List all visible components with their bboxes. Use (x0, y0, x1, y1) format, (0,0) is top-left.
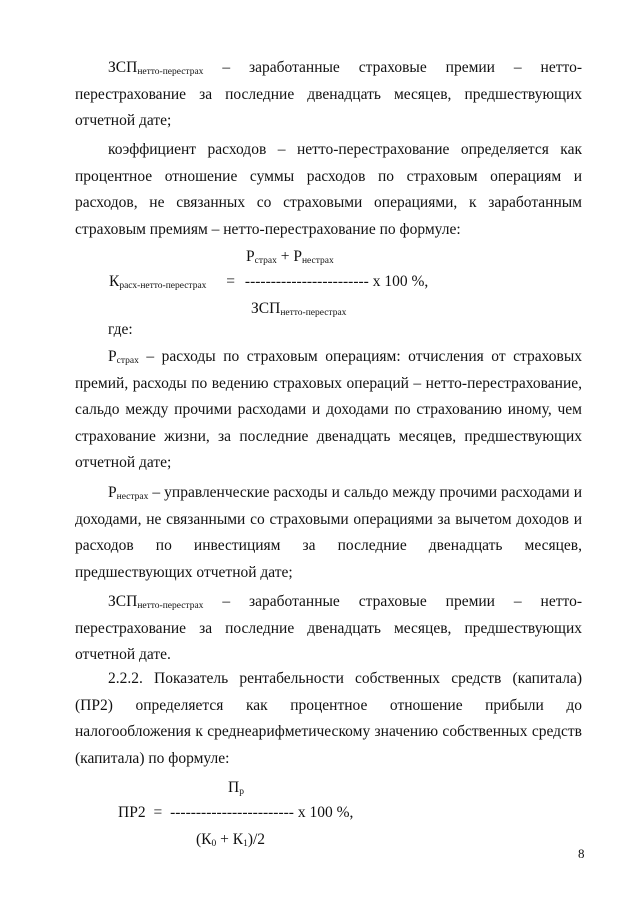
paragraph-zsp-definition-2: $ЗСП_{нетто-перестрах}$ – заработанные страховые премии – нетто-перестрахование за последние двенадцать месяцев, предшествующих отчетной дате. (75, 593, 582, 663)
formula2-multiplier: x 100 %, (297, 804, 354, 821)
zsp2-symbol: ЗСП (108, 593, 138, 610)
formula2-main-line (118, 803, 353, 823)
where-label: где: (108, 321, 133, 338)
zsp2-definition-text: – заработанные страховые премии – нетто-перестрахование за последние двенадцать месяцев, предшествующих отчетной дате. (75, 593, 582, 663)
section-2-2-2-text: 2.2.2. Показатель рентабельности собственных средств (капитала) (ПР2) определяется как процентное отношение прибыли до налогообложения к среднеарифметическому значению собственных средств (капитала) по формуле: (75, 670, 582, 767)
formula2-denominator: $(К_0 + К_1)/2$ (196, 831, 266, 849)
zsp-definition-text: – заработанные страховые премии – нетто-перестрахование за последние двенадцать месяцев, предшествующих отчетной дате; (75, 59, 582, 129)
zsp-symbol: ЗСП (108, 59, 138, 76)
zsp-subscript: нетто-перестрах (137, 67, 204, 77)
formula1-fraction-bar: ------------------------ (244, 273, 369, 290)
formula2-lhs: ПР2 (118, 804, 146, 821)
formula1-multiplier: x 100 %, (372, 273, 429, 290)
paragraph-2-2-2 (75, 666, 582, 772)
formula2-fraction-bar: ------------------------ (170, 804, 294, 821)
formula1-lhs: К (109, 273, 120, 290)
r-strah-text: – расходы по страховым операциям: отчисления от страховых премий, расходы по ведению страховых операций – нетто-перестрахование, сальдо между прочими расходами и доходами по страхованию иному, чем страхование жизни, за последние двенадцать месяцев, предшествующих отчетной дате; (75, 348, 583, 471)
formula2-eq: = (153, 804, 163, 821)
r-nestrah-symbol: Р (108, 484, 117, 501)
paragraph-r-strah: $Р_{страх}$ – расходы по страховым операциям: отчисления от страховых премий, расходы по ведению страховых операций – нетто-перестрахование, сальдо между прочими расходами и доходами по страхованию иному, чем страхование жизни, за последние двенадцать месяцев, предшествующих отчетной дате; (75, 348, 583, 471)
r-strah-symbol: Р (108, 348, 117, 365)
formula2-numerator: $П_р$ (228, 779, 244, 797)
paragraph-zsp-definition-1 (75, 55, 582, 135)
formula1-denominator: $ЗСП_{нетто-перестрах}$ (251, 300, 347, 318)
formula1-main-line: $К_{расх-нетто-перестрах}$ = ------------------------ x 100 %, (109, 273, 429, 291)
formula1-numerator: $Р_{страх} + Р_{нестрах}$ (246, 248, 334, 266)
formula1-eq: = (226, 273, 236, 290)
coefficient-text: коэффициент расходов – нетто-перестрахование определяется как процентное отношение суммы расходов по страховым операциям и расходов, не связанных со страховыми операциями, к заработанным страховым премиям – нетто-перестрахование по формуле: (75, 141, 582, 238)
paragraph-r-nestrah: $Р_{нестрах}$ – управленческие расходы и сальдо между прочими расходами и доходами, не связанными со страховыми операциями за вычетом доходов и расходов по инвестициям за последние двенадцать месяцев, предшествующих отчетной дате; (75, 484, 582, 581)
paragraph-coefficient (75, 137, 582, 243)
r-nestrah-text: – управленческие расходы и сальдо между прочими расходами и доходами, не связанными со страховыми операциями за вычетом доходов и расходов по инвестициям за последние двенадцать месяцев, предшествующих отчетной дате; (75, 484, 582, 581)
page-number: 8 (578, 846, 585, 861)
